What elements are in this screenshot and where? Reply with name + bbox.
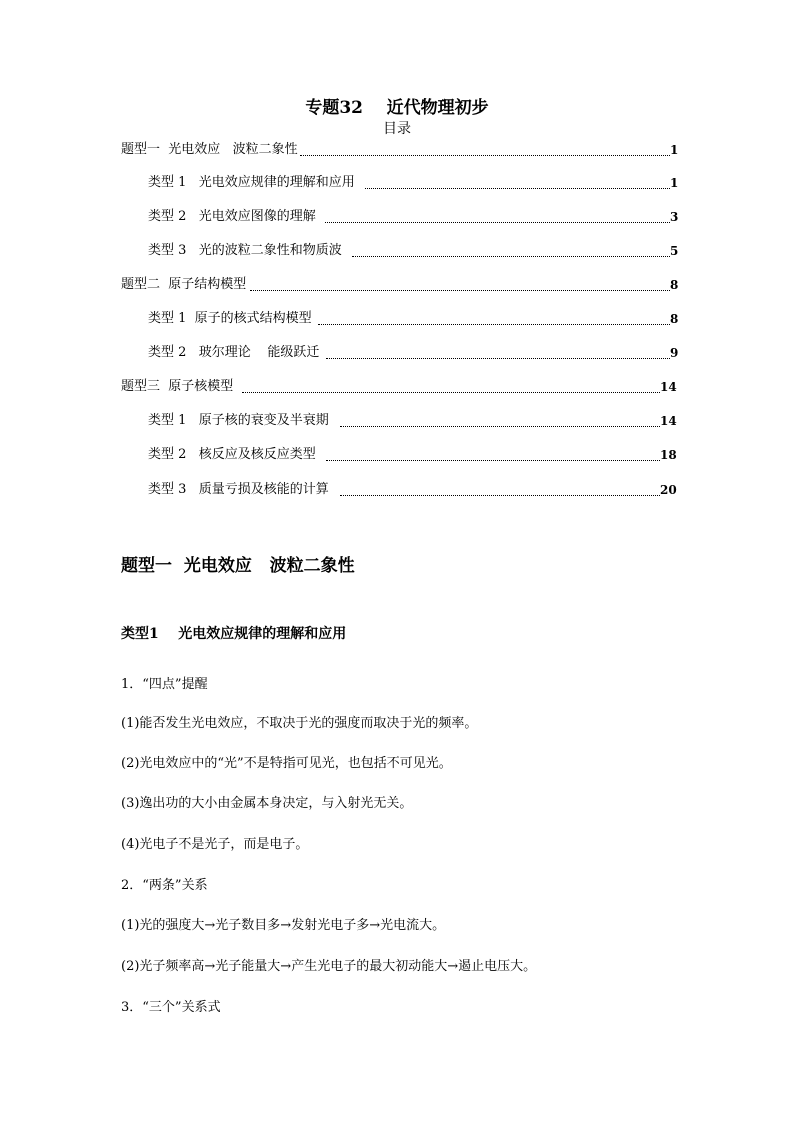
toc-entry[interactable] (0, 343, 794, 363)
toc-entry-label: 类型 3 质量亏损及核能的计算 (148, 480, 330, 500)
toc-entry-label: 题型三 原子核模型 (121, 377, 238, 397)
toc-entry[interactable] (0, 411, 794, 431)
toc-leader (352, 236, 670, 257)
toc-entry[interactable] (0, 480, 794, 500)
toc-entry[interactable] (0, 241, 794, 261)
document-title: 专题32 近代物理初步 (305, 98, 489, 118)
paragraph: (1)光的强度大→光子数目多→发射光电子多→光电流大。 (121, 918, 446, 933)
paragraph: (1)能否发生光电效应，不取决于光的强度而取决于光的频率。 (121, 716, 478, 731)
toc-leader (326, 338, 670, 359)
toc-entry-label: 类型 1 原子的核式结构模型 (148, 309, 313, 329)
toc-leader (242, 372, 660, 393)
toc-leader (250, 270, 670, 291)
paragraph: 3．“三个”关系式 (121, 1000, 221, 1015)
toc-entry[interactable] (0, 309, 794, 329)
toc-entry-page: 14 (660, 414, 677, 428)
toc-entry[interactable] (0, 207, 794, 227)
toc-entry[interactable] (0, 140, 794, 160)
toc-leader (340, 475, 660, 496)
toc-entry-page: 9 (670, 346, 679, 360)
toc-entry-page: 18 (660, 448, 677, 462)
toc-leader (325, 202, 670, 223)
toc-entry-page: 14 (660, 380, 677, 394)
toc-entry[interactable] (0, 275, 794, 295)
toc-entry-page: 5 (670, 244, 679, 258)
toc-entry-page: 1 (670, 176, 679, 190)
subsection-heading: 类型1 光电效应规律的理解和应用 (121, 626, 347, 642)
toc-entry-label: 题型一 光电效应 波粒二象性 (121, 140, 299, 160)
paragraph: (3)逸出功的大小由金属本身决定，与入射光无关。 (121, 796, 413, 811)
toc-leader (300, 135, 670, 156)
paragraph: 1．“四点”提醒 (121, 677, 208, 692)
toc-entry-page: 8 (670, 278, 679, 292)
toc-leader (340, 406, 660, 427)
toc-entry-page: 1 (670, 143, 679, 157)
toc-leader (326, 440, 660, 461)
paragraph: (2)光电效应中的“光”不是特指可见光，也包括不可见光。 (121, 756, 452, 771)
toc-entry-label: 类型 3 光的波粒二象性和物质波 (148, 241, 343, 261)
toc-entry-label: 类型 2 光电效应图像的理解 (148, 207, 317, 227)
toc-leader (318, 304, 670, 325)
toc-entry-label: 类型 2 核反应及核反应类型 (148, 445, 317, 465)
toc-entry-label: 类型 1 光电效应规律的理解和应用 (148, 173, 356, 193)
paragraph: (2)光子频率高→光子能量大→产生光电子的最大初动能大→遏止电压大。 (121, 959, 537, 974)
toc-entry[interactable] (0, 377, 794, 397)
toc-leader (365, 168, 670, 189)
toc-entry-label: 类型 2 玻尔理论 能级跃迁 (148, 343, 320, 363)
section-heading: 题型一 光电效应 波粒二象性 (121, 556, 355, 576)
toc-entry-page: 20 (660, 483, 677, 497)
paragraph: (4)光电子不是光子，而是电子。 (121, 837, 309, 852)
toc-heading: 目录 (383, 121, 411, 137)
toc-entry-page: 8 (670, 312, 679, 326)
toc-entry-label: 类型 1 原子核的衰变及半衰期 (148, 411, 330, 431)
toc-entry[interactable] (0, 173, 794, 193)
toc-entry[interactable] (0, 445, 794, 465)
toc-entry-label: 题型二 原子结构模型 (121, 275, 247, 295)
paragraph: 2．“两条”关系 (121, 878, 208, 893)
toc-entry-page: 3 (670, 210, 679, 224)
